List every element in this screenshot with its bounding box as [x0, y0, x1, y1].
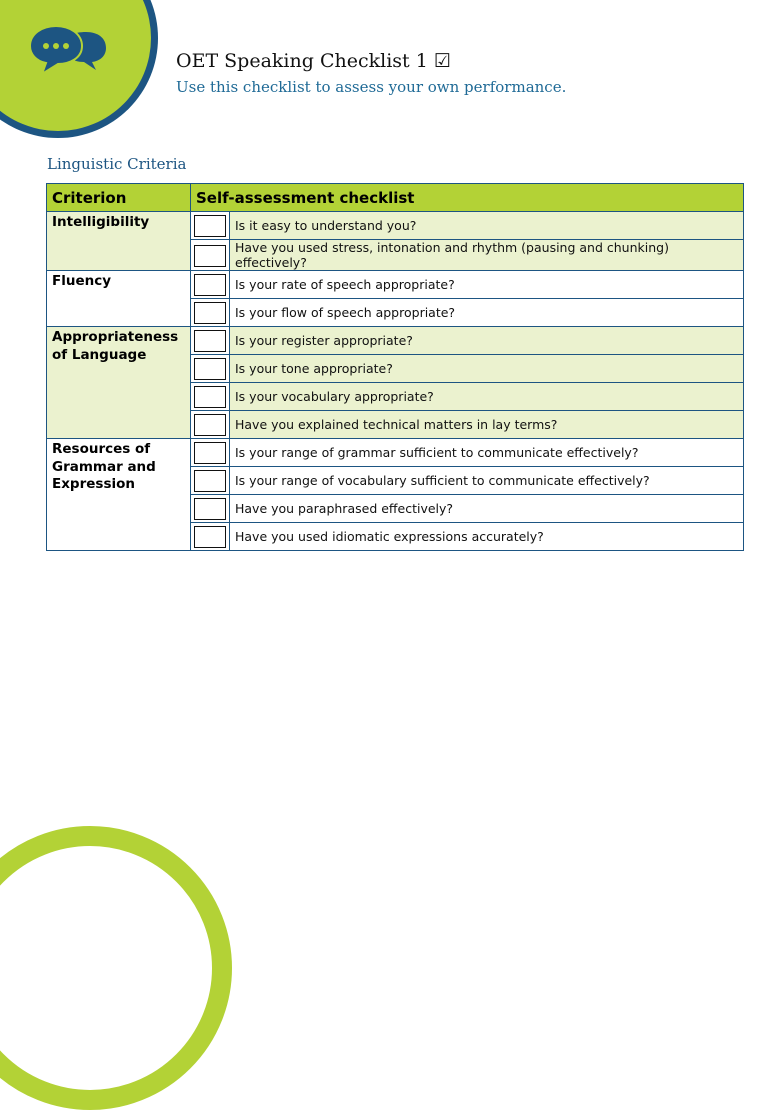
checkbox-cell — [191, 240, 230, 271]
criterion-label: Intelligibility — [47, 212, 191, 271]
checkbox-icon[interactable] — [194, 274, 226, 296]
checklist-question: Is your flow of speech appropriate? — [230, 299, 744, 327]
checkbox-cell — [191, 355, 230, 383]
checklist-question: Is your rate of speech appropriate? — [230, 271, 744, 299]
checklist-question: Is your range of grammar sufficient to communicate effectively? — [230, 439, 744, 467]
checkbox-icon[interactable] — [194, 442, 226, 464]
checkbox-cell — [191, 467, 230, 495]
checklist-question: Is your range of vocabulary sufficient to communicate effectively? — [230, 467, 744, 495]
checkbox-icon[interactable] — [194, 414, 226, 436]
checkbox-icon[interactable] — [194, 358, 226, 380]
checklist-question: Is your register appropriate? — [230, 327, 744, 355]
table-header-row — [47, 184, 744, 212]
checkbox-cell — [191, 299, 230, 327]
decorative-ring — [0, 826, 232, 1110]
checkbox-icon[interactable] — [194, 330, 226, 352]
checkbox-icon[interactable] — [194, 526, 226, 548]
checkbox-icon[interactable] — [194, 498, 226, 520]
checklist-question: Is your tone appropriate? — [230, 355, 744, 383]
checkbox-cell — [191, 439, 230, 467]
checkbox-icon[interactable] — [194, 470, 226, 492]
criterion-label: Appropriateness of Language — [47, 327, 191, 439]
checkbox-icon[interactable] — [194, 386, 226, 408]
column-header-criterion: Criterion — [47, 184, 191, 212]
section-title: Linguistic Criteria — [47, 155, 187, 173]
checkbox-cell — [191, 411, 230, 439]
checkbox-cell — [191, 383, 230, 411]
checkbox-cell — [191, 523, 230, 551]
checklist-body — [47, 212, 744, 551]
checklist-question: Have you explained technical matters in lay terms? — [230, 411, 744, 439]
checkbox-icon[interactable] — [194, 215, 226, 237]
column-header-checklist: Self-assessment checklist — [191, 184, 744, 212]
table-row — [47, 327, 744, 355]
checkbox-icon[interactable] — [194, 245, 226, 267]
table-row — [47, 212, 744, 240]
checkbox-cell — [191, 212, 230, 240]
checkbox-icon[interactable] — [194, 302, 226, 324]
checklist-question: Is your vocabulary appropriate? — [230, 383, 744, 411]
page-title: OET Speaking Checklist 1 ☑ — [176, 50, 451, 72]
checkbox-cell — [191, 495, 230, 523]
checklist-question: Is it easy to understand you? — [230, 212, 744, 240]
table-row — [47, 439, 744, 467]
criterion-label: Fluency — [47, 271, 191, 327]
speech-bubbles-icon — [28, 24, 108, 88]
checkbox-cell — [191, 271, 230, 299]
checklist-question: Have you used stress, intonation and rhythm (pausing and chunking) effectively? — [230, 240, 744, 271]
checkbox-cell — [191, 327, 230, 355]
checklist-question: Have you used idiomatic expressions accurately? — [230, 523, 744, 551]
page-subtitle: Use this checklist to assess your own performance. — [176, 78, 567, 96]
criterion-label: Resources of Grammar and Expression — [47, 439, 191, 551]
checklist-table — [46, 183, 744, 551]
checklist-question: Have you paraphrased effectively? — [230, 495, 744, 523]
table-row — [47, 271, 744, 299]
